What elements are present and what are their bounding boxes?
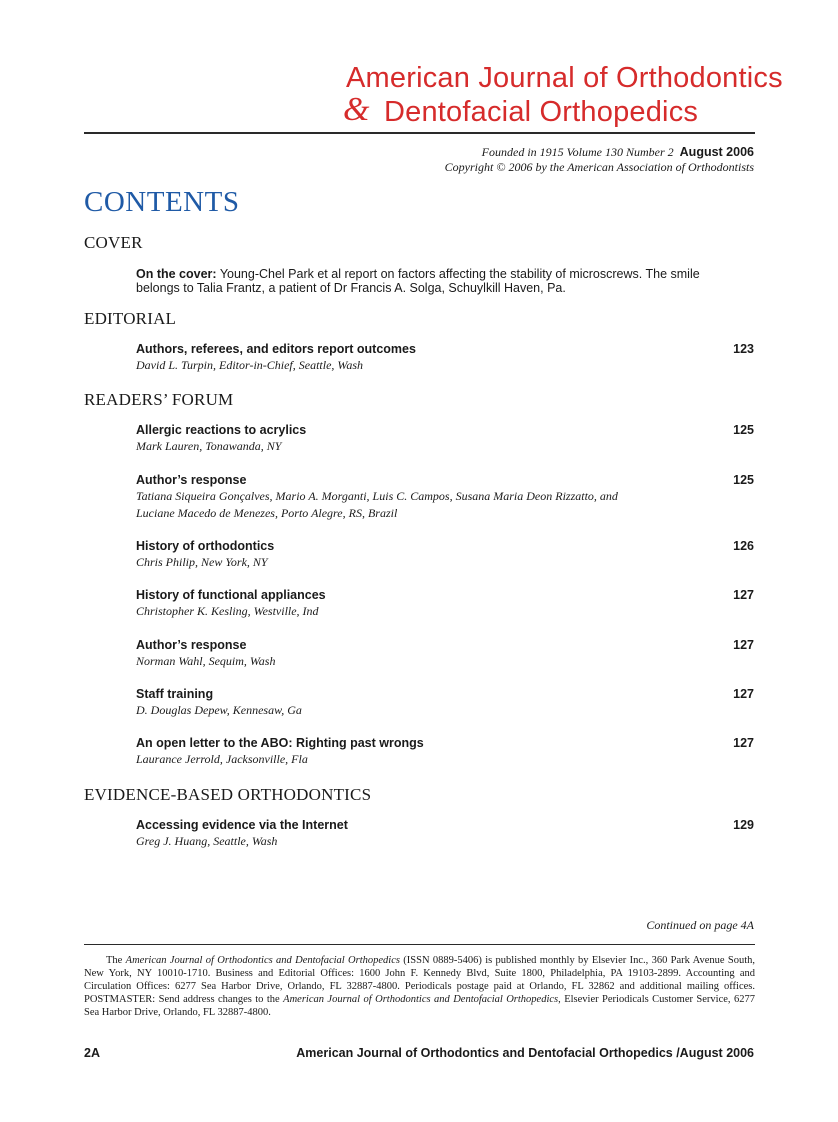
entry-title[interactable]: Allergic reactions to acrylics xyxy=(136,423,307,437)
running-head: American Journal of Orthodontics and Dentofacial Orthopedics /August 2006 xyxy=(296,1046,754,1060)
entry-authors: Mark Lauren, Tonawanda, NY xyxy=(136,439,282,453)
entry-title[interactable]: Authors, referees, and editors report outcomes xyxy=(136,342,416,356)
footnote-part: The xyxy=(106,955,126,966)
entry-authors: Laurance Jerrold, Jacksonville, Fla xyxy=(136,752,308,766)
entry-authors-continued: Luciane Macedo de Menezes, Porto Alegre, RS, Brazil xyxy=(136,506,398,520)
continued-note: Continued on page 4A xyxy=(646,918,754,932)
entry-page: 127 xyxy=(733,638,754,652)
publication-footnote xyxy=(84,954,755,1019)
entry-authors: Greg J. Huang, Seattle, Wash xyxy=(136,834,278,848)
entry-page: 125 xyxy=(733,423,754,437)
entry-page: 127 xyxy=(733,687,754,701)
journal-title-line2: Dentofacial Orthopedics xyxy=(384,96,699,128)
entry-page: 127 xyxy=(733,588,754,602)
masthead-rule xyxy=(84,132,755,134)
entry-authors: Tatiana Siqueira Gonçalves, Mario A. Morganti, Luis C. Campos, Susana Maria Deon Rizzatto, and xyxy=(136,489,618,503)
cover-text: Young-Chel Park et al report on factors affecting the stability of microscrews. The smile belongs to Talia Frantz, a patient of Dr Francis A. Solga, Schuylkill Haven, Pa. xyxy=(136,267,700,295)
issue-date: August 2006 xyxy=(679,145,754,159)
entry-page: 126 xyxy=(733,539,754,553)
entry-authors: Chris Philip, New York, NY xyxy=(136,555,268,569)
entry-authors: Christopher K. Kesling, Westville, Ind xyxy=(136,604,319,618)
issue-number: Number 2 xyxy=(625,145,674,159)
section-evidence-based: EVIDENCE-BASED ORTHODONTICS xyxy=(84,785,372,804)
entry-page: 129 xyxy=(733,818,754,832)
section-readers-forum: READERS’ FORUM xyxy=(84,390,234,409)
issue-info xyxy=(482,145,754,160)
cover-label: On the cover: xyxy=(136,267,217,281)
entry-page: 123 xyxy=(733,342,754,356)
founded: Founded in 1915 xyxy=(481,145,564,159)
entry-title[interactable]: Accessing evidence via the Internet xyxy=(136,818,348,832)
copyright: Copyright © 2006 by the American Association of Orthodontists xyxy=(444,160,754,174)
section-editorial: EDITORIAL xyxy=(84,309,177,328)
volume: Volume 130 xyxy=(566,145,623,159)
footnote-part: (ISSN 0889-5406) is published monthly by Elsevier Inc., 360 Park Avenue South, New York, NY 10010-1710. Business and Editorial Offices: 1600 John F. Kennedy Blvd, Suite 1800, Philadelphia, PA 19103-2899. Accounting and Circulation Offices: 6277 Sea Harbor Drive, Orlando, FL 32887-4800. Periodicals postage paid at Orlando, FL 32862 and additional mailing offices. POSTMASTER: Send address changes to the xyxy=(84,955,755,1005)
entry-authors: David L. Turpin, Editor-in-Chief, Seattle, Wash xyxy=(136,358,363,372)
section-cover: COVER xyxy=(84,233,143,252)
footnote-journal-name: American Journal of Orthodontics and Dentofacial Orthopedics xyxy=(125,955,400,966)
entry-title[interactable]: Author’s response xyxy=(136,638,247,652)
footnote-rule xyxy=(84,944,755,945)
entry-title[interactable]: Staff training xyxy=(136,687,214,701)
journal-title-ampersand: & xyxy=(343,91,370,128)
footnote-journal-name: American Journal of Orthodontics and Dentofacial Orthopedics xyxy=(283,994,559,1005)
entry-page: 125 xyxy=(733,473,754,487)
entry-title[interactable]: Author’s response xyxy=(136,473,247,487)
entry-title[interactable]: An open letter to the ABO: Righting past wrongs xyxy=(136,736,424,750)
contents-heading: CONTENTS xyxy=(84,186,240,218)
entry-title[interactable]: History of orthodontics xyxy=(136,539,275,553)
entry-page: 127 xyxy=(733,736,754,750)
cover-description xyxy=(136,267,736,295)
footnote-part: , Elsevier Periodicals Customer Service, 6277 Sea Harbor Drive, Orlando, FL 32887-4800. xyxy=(84,994,755,1018)
entry-authors: Norman Wahl, Sequim, Wash xyxy=(136,654,276,668)
entry-authors: D. Douglas Depew, Kennesaw, Ga xyxy=(136,703,302,717)
entry-title[interactable]: History of functional appliances xyxy=(136,588,326,602)
page-folio: 2A xyxy=(84,1046,100,1060)
journal-title-line1: American Journal of Orthodontics xyxy=(346,62,783,94)
